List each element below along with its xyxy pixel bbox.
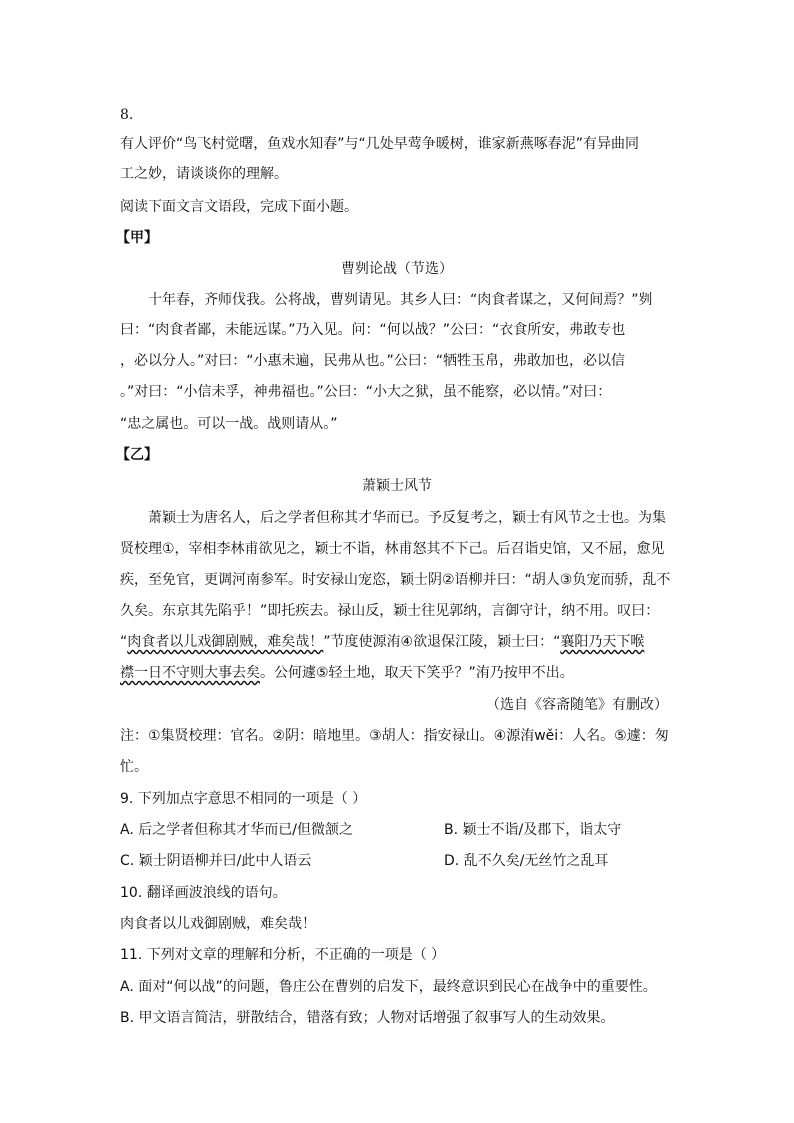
notes-line2: 忙。: [120, 759, 148, 775]
passage-b-line: 贤校理①，宰相李林甫欲见之，颖士不诣，林甫怒其不下己。后召诣史馆，又不屈，愈见: [120, 541, 665, 557]
passage-b-text: 。公何遽⑤轻土地，取天下笑乎？”洧乃按甲不出。: [260, 665, 574, 681]
passage-a-line: 十年春，齐师伐我。公将战，曹刿请见。其乡人曰：“肉食者谋之，又何间焉？”刿: [148, 292, 653, 308]
q8-prompt-line2: 工之妙，请谈谈你的理解。: [120, 166, 288, 182]
q8-number: 8.: [120, 107, 134, 123]
q9-stem: 9. 下列加点字意思不相同的一项是（ ）: [120, 791, 367, 807]
wavy-sentence-2a: 襄阳乃天下喉: [560, 634, 645, 650]
passage-b-title: 萧颖士风节: [362, 478, 432, 494]
q10-sentence: 肉食者以儿戏御剧贼，难矣哉！: [120, 916, 316, 932]
passage-b-line: [120, 663, 574, 683]
passage-a-line: “忠之属也。可以一战。战则请从。”: [120, 416, 338, 432]
passage-b-line: 萧颖士为唐名人，后之学者但称其才华而已。予反复考之，颖士有风节之士也。为集: [148, 510, 666, 526]
wavy-sentence-1: 肉食者以儿戏御剧贼，难矣哉！: [127, 634, 324, 650]
q9-option-c: C. 颖士阴语柳并曰/此中人语云: [120, 853, 312, 869]
passage-a-line: 。”对曰：“小信未孚，神弗福也。”公曰：“小大之狱，虽不能察，必以情。”对曰：: [120, 384, 612, 400]
notes-line1: 注：①集贤校理：官名。②阴：暗地里。③胡人：指安禄山。④源洧wěi：人名。⑤遽：匆: [120, 728, 669, 744]
passage-a-line: ，必以分人。”对曰：“小惠未遍，民弗从也。”公曰：“牺牲玉帛，弗敢加也，必以信: [120, 353, 626, 369]
passage-a-title: 曹刿论战（节选）: [341, 261, 453, 277]
passage-b-line: [120, 632, 644, 652]
q11-stem: 11. 下列对文章的理解和分析，不正确的一项是（ ）: [120, 947, 446, 963]
reading-instruction: 阅读下面文言文语段，完成下面小题。: [120, 199, 358, 215]
q11-option-a: A. 面对“何以战”的问题，鲁庄公在曹刿的启发下，最终意识到民心在战争中的重要性。: [120, 979, 657, 995]
passage-b-line: 久矣。东京其先陷乎！”即托疾去。禄山反，颖士往见郭纳，言御守计，纳不用。叹曰：: [120, 603, 660, 619]
wavy-sentence-2b: 襟一日不守则大事去矣: [120, 665, 260, 681]
passage-b-label: 【乙】: [116, 447, 158, 463]
quote-open: “: [120, 634, 128, 650]
q9-option-a: A. 后之学者但称其才华而已/但微颔之: [120, 822, 353, 838]
q10-stem: 10. 翻译画波浪线的语句。: [120, 885, 287, 901]
passage-a-line: 曰：“肉食者鄙，未能远谋。”乃入见。问：“何以战？”公曰：“衣食所安，弗敢专也: [120, 322, 626, 338]
passage-a-label: 【甲】: [116, 230, 158, 246]
passage-b-source: （选自《容斋随笔》有删改）: [486, 697, 668, 713]
passage-b-line: 疾，至免官，更调河南参军。时安禄山宠恣，颖士阴②语柳并曰：“胡人③负宠而骄，乱不: [120, 572, 671, 588]
q9-option-b: B. 颖士不诣/及郡下，诣太守: [444, 822, 622, 838]
q8-prompt-line1: 有人评价“鸟飞村觉曙，鱼戏水知春”与“几处早莺争暖树，谁家新燕啄春泥”有异曲同: [120, 136, 640, 152]
q9-option-d: D. 乱不久矣/无丝竹之乱耳: [444, 853, 609, 869]
q11-option-b: B. 甲文语言简洁，骈散结合，错落有致；人物对话增强了叙事写人的生动效果。: [120, 1010, 615, 1026]
passage-b-text: ”节度使源洧④欲退保江陵，颖士曰：“: [323, 634, 561, 650]
